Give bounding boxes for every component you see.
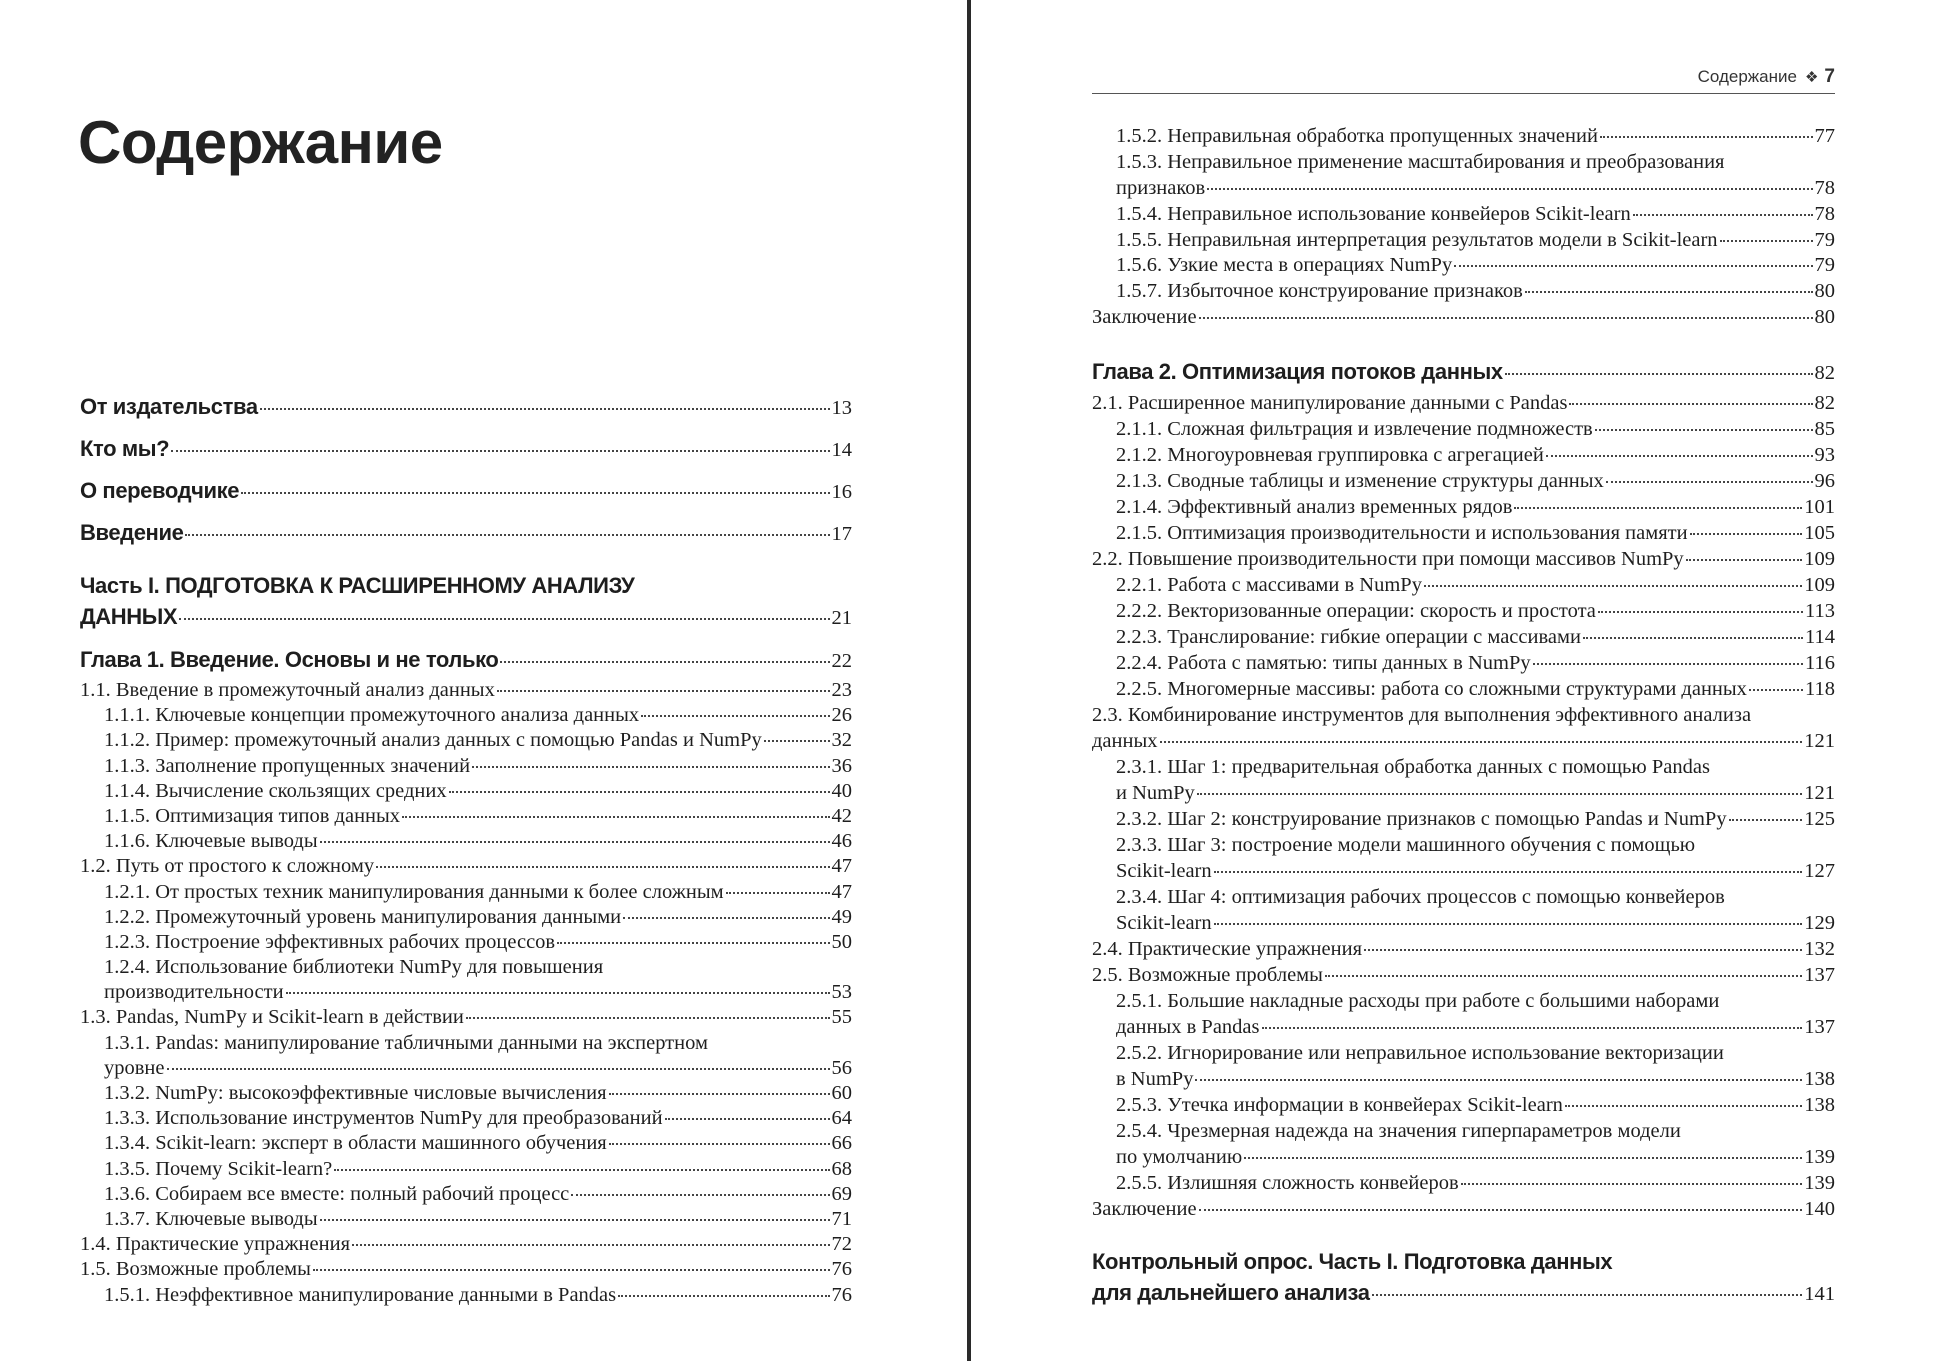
toc-page-number: 79 [1814, 228, 1835, 251]
toc-page-number: 50 [831, 930, 852, 953]
toc-page-number: 14 [831, 439, 852, 461]
toc-entry[interactable] [80, 930, 852, 955]
toc-entry[interactable] [80, 1157, 852, 1182]
dot-leader [500, 661, 829, 663]
toc-page-number: 93 [1814, 444, 1835, 466]
dot-leader [1600, 136, 1813, 138]
toc-page-number: 96 [1814, 470, 1835, 492]
dot-leader [557, 942, 829, 944]
header-rule [1092, 93, 1835, 94]
toc-entry-title: 1.5.4. Неправильное использование конвейеров Scikit-learn [1116, 202, 1631, 225]
toc-page-number: 16 [831, 481, 852, 503]
toc-entry-title: Scikit-learn [1116, 912, 1212, 934]
dot-leader [1565, 1105, 1802, 1107]
toc-entry[interactable] [1092, 1014, 1835, 1040]
dot-leader [402, 816, 829, 818]
toc-entry[interactable] [1092, 962, 1835, 988]
toc-page-number: 113 [1805, 600, 1835, 622]
dot-leader [1525, 291, 1813, 293]
toc-entry-title: 2.1.3. Сводные таблицы и изменение структуры данных [1116, 470, 1604, 492]
toc-entry[interactable] [80, 1131, 852, 1156]
toc-entry-title: 1.3.7. Ключевые выводы [104, 1207, 318, 1230]
toc-entry[interactable] [80, 703, 852, 728]
toc-entry-title: в NumPy [1116, 1068, 1194, 1090]
toc-page-number: 77 [1814, 125, 1835, 147]
toc-entry-title: О переводчике [80, 478, 240, 503]
toc-entry[interactable] [1092, 1196, 1835, 1222]
dot-leader [179, 618, 829, 620]
page-number: 7 [1824, 66, 1835, 87]
toc-entry-title: Глава 2. Оптимизация потоков данных [1092, 359, 1503, 384]
toc-entry-title: 1.1. Введение в промежуточный анализ данных [80, 679, 495, 701]
toc-page-number: 139 [1804, 1146, 1835, 1168]
toc-entry-title: 1.2.3. Построение эффективных рабочих процессов [104, 930, 556, 953]
page-title: Содержание [78, 109, 443, 176]
toc-page-number: 109 [1804, 574, 1835, 596]
toc-entry[interactable] [1092, 1092, 1835, 1118]
toc-entry[interactable] [1092, 416, 1835, 442]
toc-entry[interactable] [80, 428, 852, 470]
right-page [973, 0, 1936, 1361]
dot-leader [1262, 1027, 1803, 1029]
dot-leader [1244, 1157, 1802, 1159]
toc-entry-title: 2.5. Возможные проблемы [1092, 964, 1323, 986]
toc-entry-title: Заключение [1092, 1198, 1197, 1220]
front-matter-list [80, 386, 852, 554]
toc-entry-title: признаков [1116, 176, 1206, 199]
toc-page-number: 76 [831, 1283, 852, 1306]
toc-entry-title: 1.2.2. Промежуточный уровень манипулирования данными [104, 905, 622, 928]
toc-entry[interactable] [1092, 858, 1835, 884]
toc-page-number: 79 [1814, 254, 1835, 277]
toc-page-number: 132 [1804, 938, 1835, 960]
toc-entry[interactable] [80, 804, 852, 829]
toc-page-number: 47 [831, 880, 852, 903]
chapter-1-entries [80, 678, 852, 1308]
dot-leader [1197, 793, 1803, 795]
toc-entry-title: производительности [104, 981, 284, 1004]
dot-leader [466, 1017, 830, 1019]
toc-page-number: 64 [831, 1107, 852, 1130]
dot-leader [1199, 317, 1813, 319]
dot-leader [609, 1143, 830, 1145]
toc-entry[interactable] [80, 386, 852, 428]
toc-page-number: 85 [1814, 418, 1835, 440]
toc-entry[interactable] [1092, 780, 1835, 806]
toc-entry-title-line: 2.5.1. Большие накладные расходы при работе с большими наборами [1116, 990, 1720, 1012]
toc-page-number: 42 [831, 804, 852, 827]
toc-page-number: 46 [831, 830, 852, 853]
dot-leader [1514, 507, 1802, 509]
toc-page-number: 23 [831, 679, 852, 701]
toc-entry-title: 1.5.2. Неправильная обработка пропущенных значений [1116, 125, 1598, 147]
toc-page-number: 82 [1814, 392, 1835, 414]
toc-entry-title-line: 2.3. Комбинирование инструментов для выполнения эффективного анализа [1092, 704, 1752, 726]
toc-entry-title: 1.5. Возможные проблемы [80, 1258, 311, 1281]
toc-page-number: 78 [1814, 202, 1835, 225]
toc-entry-title: 2.1. Расширенное манипулирование данными с Pandas [1092, 392, 1568, 414]
toc-entry[interactable] [1092, 468, 1835, 494]
dot-leader [1569, 403, 1812, 405]
dot-leader [1606, 481, 1813, 483]
dot-leader [376, 866, 829, 868]
toc-entry-title: 1.4. Практические упражнения [80, 1233, 350, 1256]
dot-leader [171, 450, 829, 452]
dot-leader [1546, 455, 1813, 457]
toc-entry-title: 1.3.4. Scikit-learn: эксперт в области машинного обучения [104, 1132, 607, 1155]
toc-entry-title: Заключение [1092, 306, 1197, 329]
toc-entry[interactable] [1092, 124, 1835, 150]
toc-entry-title: Кто мы? [80, 436, 170, 461]
toc-page-number: 101 [1804, 496, 1835, 518]
toc-entry-title: Scikit-learn [1116, 860, 1212, 882]
toc-page-number: 36 [831, 754, 852, 777]
toc-entry-title: 1.3.2. NumPy: высокоэффективные числовые вычисления [104, 1082, 607, 1105]
dot-leader [1598, 611, 1803, 613]
toc-entry[interactable] [80, 880, 852, 905]
dot-leader [1195, 1079, 1802, 1081]
toc-page-number: 80 [1814, 306, 1835, 329]
toc-page-number: 22 [831, 650, 852, 672]
toc-entry-title: 2.2.2. Векторизованные операции: скорость и простота [1116, 600, 1596, 622]
toc-page-number: 121 [1804, 782, 1835, 804]
toc-page-number: 26 [831, 704, 852, 727]
dot-leader [320, 1219, 830, 1221]
toc-entry[interactable] [1092, 390, 1835, 416]
quiz-heading [1092, 1246, 1835, 1308]
dot-leader [334, 1169, 829, 1171]
dot-leader [623, 917, 829, 919]
running-head [1092, 66, 1835, 88]
toc-page-number: 121 [1804, 730, 1835, 752]
toc-entry-title: 1.3.5. Почему Scikit-learn? [104, 1157, 333, 1180]
toc-page-number: 141 [1804, 1283, 1835, 1305]
toc-entry-title: 1.5.1. Неэффективное манипулирование данными в Pandas [104, 1283, 617, 1306]
toc-entry[interactable] [80, 1081, 852, 1106]
dot-leader [1686, 559, 1803, 561]
toc-entry[interactable] [1092, 572, 1835, 598]
dot-leader [1214, 923, 1803, 925]
toc-entry-title: 1.1.2. Пример: промежуточный анализ данных с помощью Pandas и NumPy [104, 729, 762, 752]
dot-leader [286, 992, 830, 994]
toc-entry-title: уровне [104, 1056, 165, 1079]
toc-entry-title: 1.2.1. От простых техник манипулирования данными к более сложным [104, 880, 724, 903]
toc-entry[interactable] [80, 728, 852, 753]
toc-page-number: 76 [831, 1258, 852, 1281]
toc-page-number: 69 [831, 1182, 852, 1205]
toc-entry[interactable] [1092, 356, 1835, 388]
toc-entry-title: 2.2.4. Работа с памятью: типы данных в NumPy [1116, 652, 1531, 674]
toc-entry-title: 1.3.3. Использование инструментов NumPy для преобразований [104, 1107, 663, 1130]
dot-leader [1199, 1209, 1803, 1211]
dot-leader [1533, 663, 1803, 665]
toc-page-number: 116 [1805, 652, 1835, 674]
dot-leader [313, 1269, 830, 1271]
dot-leader [1690, 533, 1803, 535]
toc-page-number: 114 [1805, 626, 1835, 648]
toc-entry-title: 2.5.3. Утечка информации в конвейерах Scikit-learn [1116, 1094, 1563, 1116]
dot-leader [1325, 975, 1802, 977]
toc-page-number: 82 [1814, 362, 1835, 384]
toc-entry-title: Глава 1. Введение. Основы и не только [80, 647, 499, 672]
toc-page-number: 32 [831, 729, 852, 752]
toc-entry[interactable] [80, 470, 852, 512]
toc-entry[interactable] [1092, 936, 1835, 962]
toc-entry[interactable] [80, 1182, 852, 1207]
toc-entry-title: данных [1092, 730, 1158, 752]
dot-leader [449, 791, 830, 793]
dot-leader [609, 1093, 830, 1095]
toc-entry[interactable] [1092, 728, 1835, 754]
toc-entry[interactable] [80, 1257, 852, 1282]
toc-entry-title: 2.4. Практические упражнения [1092, 938, 1362, 960]
toc-entry[interactable] [1092, 202, 1835, 228]
toc-entry-title: по умолчанию [1116, 1146, 1243, 1168]
toc-entry[interactable] [80, 980, 852, 1005]
dot-leader [618, 1295, 829, 1297]
toc-entry[interactable] [80, 1232, 852, 1257]
toc-entry-title: 2.3.2. Шаг 2: конструирование признаков с помощью Pandas и NumPy [1116, 808, 1727, 830]
toc-entry-title: данных в Pandas [1116, 1016, 1260, 1038]
chapter-2-heading [1092, 356, 1835, 388]
toc-page-number: 17 [831, 523, 852, 545]
dot-leader [1424, 585, 1802, 587]
toc-entry-title: 2.1.1. Сложная фильтрация и извлечение подмножеств [1116, 418, 1593, 440]
toc-entry-title: 2.2.5. Многомерные массивы: работа со сложными структурами данных [1116, 678, 1747, 700]
toc-entry-title-line: 1.5.3. Неправильное применение масштабирования и преобразования [1116, 150, 1725, 173]
dot-leader [665, 1118, 830, 1120]
toc-entry[interactable] [80, 754, 852, 779]
toc-page-number: 68 [831, 1157, 852, 1180]
dot-leader [241, 492, 829, 494]
toc-entry-title: 2.1.4. Эффективный анализ временных рядов [1116, 496, 1513, 518]
toc-page-number: 47 [831, 855, 852, 878]
toc-entry-title-line: 2.3.1. Шаг 1: предварительная обработка данных с помощью Pandas [1116, 756, 1710, 778]
toc-page-number: 49 [831, 905, 852, 928]
toc-entry-title: 1.3. Pandas, NumPy и Scikit-learn в действии [80, 1006, 464, 1029]
continued-entries [1092, 124, 1835, 331]
toc-entry[interactable] [80, 1207, 852, 1232]
dot-leader [1372, 1294, 1803, 1296]
toc-entry[interactable] [1092, 494, 1835, 520]
dot-leader [320, 841, 830, 843]
dot-leader [260, 408, 830, 410]
toc-page-number: 53 [831, 981, 852, 1004]
toc-entry-title-line: Контрольный опрос. Часть I. Подготовка данных [1092, 1249, 1613, 1274]
toc-entry-title: От издательства [80, 394, 258, 419]
toc-entry[interactable] [1092, 546, 1835, 572]
chapter-2-entries [1092, 390, 1835, 1222]
toc-entry[interactable] [1092, 624, 1835, 650]
left-page [0, 0, 967, 1361]
dot-leader [167, 1068, 830, 1070]
toc-entry-title: и NumPy [1116, 782, 1195, 804]
toc-page-number: 21 [831, 607, 852, 629]
toc-entry[interactable] [80, 779, 852, 804]
dot-leader [1729, 819, 1803, 821]
toc-entry[interactable] [80, 1056, 852, 1081]
toc-page-number: 129 [1804, 912, 1835, 934]
toc-entry[interactable] [80, 1283, 852, 1308]
dot-leader [1633, 214, 1813, 216]
toc-entry-title: 1.5.7. Избыточное конструирование признаков [1116, 280, 1523, 303]
toc-entry-title: 2.2.1. Работа с массивами в NumPy [1116, 574, 1422, 596]
dot-leader [497, 690, 830, 692]
toc-page-number: 139 [1804, 1172, 1835, 1194]
dot-leader [352, 1244, 830, 1246]
toc-entry-title: 1.1.4. Вычисление скользящих средних [104, 779, 447, 802]
toc-page-number: 127 [1804, 860, 1835, 882]
toc-entry[interactable] [80, 829, 852, 854]
toc-entry-title: 1.1.5. Оптимизация типов данных [104, 804, 401, 827]
toc-entry[interactable] [80, 601, 852, 632]
toc-page-number: 66 [831, 1132, 852, 1155]
dot-leader [726, 892, 830, 894]
toc-page-number: 125 [1804, 808, 1835, 830]
toc-entry-title: 2.2. Повышение производительности при помощи массивов NumPy [1092, 548, 1684, 570]
toc-entry-title: ДАННЫХ [80, 604, 178, 629]
toc-page-number: 80 [1814, 280, 1835, 303]
toc-entry[interactable] [1092, 1144, 1835, 1170]
toc-entry[interactable] [1092, 650, 1835, 676]
toc-page-number: 78 [1814, 176, 1835, 199]
dot-leader [1749, 689, 1803, 691]
toc-entry-title: 1.1.6. Ключевые выводы [104, 830, 318, 853]
toc-entry-title: 2.1.5. Оптимизация производительности и использования памяти [1116, 522, 1688, 544]
toc-entry[interactable] [1092, 1066, 1835, 1092]
toc-page-number: 56 [831, 1056, 852, 1079]
toc-page-number: 55 [831, 1006, 852, 1029]
toc-entry-title: для дальнейшего анализа [1092, 1280, 1370, 1305]
toc-entry[interactable] [80, 854, 852, 879]
toc-entry[interactable] [80, 905, 852, 930]
toc-page-number: 137 [1804, 1016, 1835, 1038]
toc-page-number: 72 [831, 1233, 852, 1256]
toc-entry[interactable] [1092, 279, 1835, 305]
toc-page-number: 137 [1804, 964, 1835, 986]
toc-entry[interactable] [1092, 598, 1835, 624]
toc-entry-title-line: 1.2.4. Использование библиотеки NumPy для повышения [104, 956, 604, 979]
toc-entry-title: 1.1.1. Ключевые концепции промежуточного анализа данных [104, 704, 640, 727]
dot-leader [641, 715, 829, 717]
toc-entry-title: Введение [80, 520, 184, 545]
toc-entry[interactable] [1092, 1170, 1835, 1196]
toc-entry-title: 2.2.3. Транслирование: гибкие операции с массивами [1116, 626, 1581, 648]
running-head-label: Содержание [1697, 67, 1797, 86]
toc-entry[interactable] [80, 512, 852, 554]
toc-entry[interactable] [1092, 910, 1835, 936]
dot-leader [1505, 373, 1813, 375]
toc-entry-title: 2.1.2. Многоуровневая группировка с агрегацией [1116, 444, 1544, 466]
toc-entry-title: 2.5.5. Излишняя сложность конвейеров [1116, 1172, 1459, 1194]
toc-entry[interactable] [1092, 1277, 1835, 1308]
toc-page-number: 118 [1805, 678, 1835, 700]
toc-entry[interactable] [1092, 520, 1835, 546]
toc-entry[interactable] [1092, 676, 1835, 702]
toc-entry[interactable] [1092, 253, 1835, 279]
toc-entry[interactable] [1092, 442, 1835, 468]
toc-entry-title: 1.2. Путь от простого к сложному [80, 855, 375, 878]
toc-entry[interactable] [80, 678, 852, 703]
dot-leader [764, 740, 830, 742]
toc-page-number: 140 [1804, 1198, 1835, 1220]
toc-page-number: 71 [831, 1207, 852, 1230]
toc-entry[interactable] [1092, 228, 1835, 254]
toc-entry[interactable] [80, 1005, 852, 1030]
toc-entry-title-line: 1.3.1. Pandas: манипулирование табличными данными на экспертном [104, 1031, 708, 1054]
toc-entry-title: 1.5.5. Неправильная интерпретация результатов модели в Scikit-learn [1116, 228, 1718, 251]
toc-entry-title-line: 2.5.2. Игнорирование или неправильное использование векторизации [1116, 1042, 1724, 1064]
dot-leader [185, 534, 829, 536]
ornament-icon: ❖ [1804, 69, 1819, 86]
dot-leader [1214, 871, 1803, 873]
toc-entry-title-line: 2.3.4. Шаг 4: оптимизация рабочих процессов с помощью конвейеров [1116, 886, 1725, 908]
toc-page-number: 138 [1804, 1094, 1835, 1116]
dot-leader [1207, 188, 1812, 190]
toc-entry-title-line: 2.3.3. Шаг 3: построение модели машинного обучения с помощью [1116, 834, 1696, 856]
dot-leader [1461, 1183, 1803, 1185]
toc-entry-title: 1.3.6. Собираем все вместе: полный рабочий процесс [104, 1182, 570, 1205]
toc-entry[interactable] [80, 1106, 852, 1131]
part-heading [80, 570, 852, 632]
toc-entry-title-line: 2.5.4. Чрезмерная надежда на значения гиперпараметров модели [1116, 1120, 1681, 1142]
dot-leader [1720, 240, 1813, 242]
chapter-1-heading [80, 644, 852, 675]
dot-leader [472, 766, 829, 768]
toc-entry[interactable] [80, 644, 852, 675]
dot-leader [1454, 265, 1812, 267]
dot-leader [1160, 741, 1803, 743]
book-spine-divider [967, 0, 971, 1361]
toc-entry-title: 1.5.6. Узкие места в операциях NumPy [1116, 254, 1453, 277]
toc-page-number: 40 [831, 779, 852, 802]
toc-page-number: 138 [1804, 1068, 1835, 1090]
toc-page-number: 109 [1804, 548, 1835, 570]
toc-entry[interactable] [1092, 305, 1835, 331]
toc-entry[interactable] [1092, 806, 1835, 832]
dot-leader [571, 1194, 829, 1196]
toc-page-number: 60 [831, 1082, 852, 1105]
toc-entry-title: 1.1.3. Заполнение пропущенных значений [104, 754, 471, 777]
dot-leader [1583, 637, 1803, 639]
toc-page-number: 13 [831, 397, 852, 419]
dot-leader [1595, 429, 1813, 431]
toc-entry[interactable] [1092, 176, 1835, 202]
dot-leader [1364, 949, 1802, 951]
toc-entry-title-line: Часть I. ПОДГОТОВКА К РАСШИРЕННОМУ АНАЛИЗУ [80, 573, 635, 598]
toc-page-number: 105 [1804, 522, 1835, 544]
